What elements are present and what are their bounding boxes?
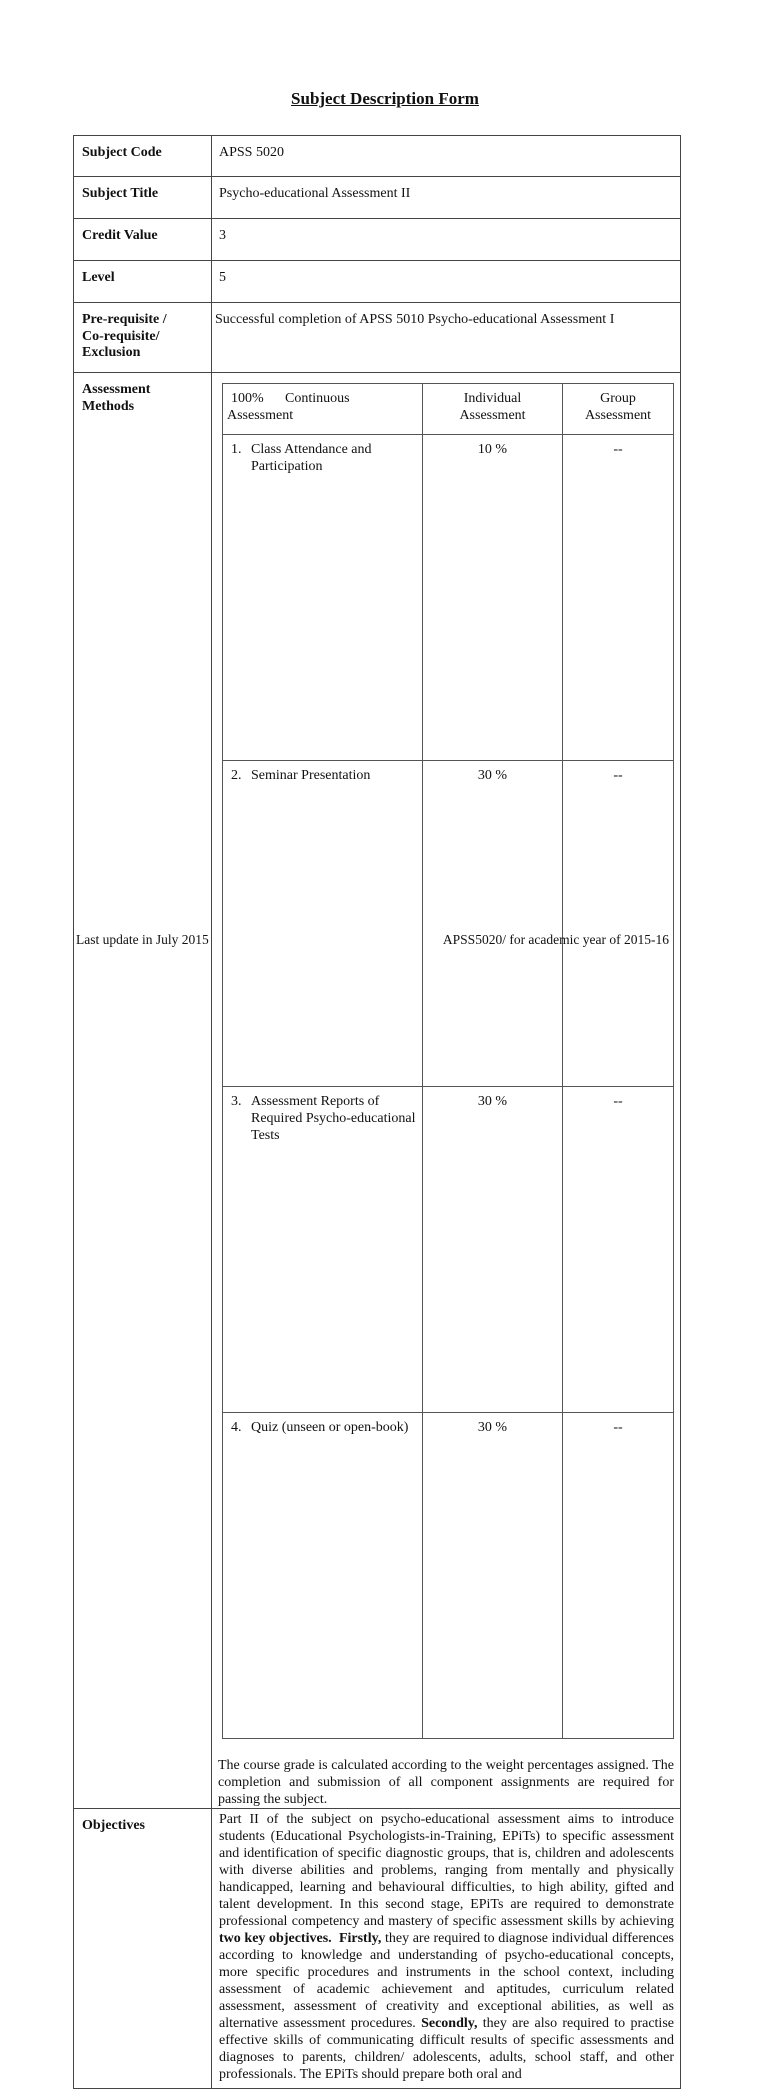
objectives-text-part: Part II of the subject on psycho-educational assessment aims to introduce students (Educational Psychologists-in-Training, EPiTs) to specific assessment and identification of specific diagnostic groups, that is, children and adolescents with diverse abilities and problems, ranging from mentally and physically handicapped, learning and behavioural difficulties, to high ability, gifted and talent development. In this second stage, EPiTs are required to demonstrate professional competency and mastery of specific assessment skills by achieving xyxy=(219,1812,674,1929)
item-individual-weight: 30 % xyxy=(423,1087,563,1413)
item-group-weight: -- xyxy=(563,1413,674,1739)
item-line: Required Psycho-educational xyxy=(251,1111,416,1126)
item-number: 4. xyxy=(231,1420,242,1435)
item-individual-weight: 30 % xyxy=(423,761,563,1087)
objectives-bold: two key objectives. xyxy=(219,1931,332,1946)
assessment-label-line: Methods xyxy=(82,398,135,414)
objectives-label: Objectives xyxy=(74,1809,212,2089)
header-line: Group xyxy=(600,391,636,406)
item-individual-weight: 10 % xyxy=(423,435,563,761)
assessment-item xyxy=(223,435,423,761)
item-line: Class Attendance and xyxy=(251,442,372,457)
objectives-text-part: they are required to diagnose individual differences according to knowledge and understanding of psycho-educational concepts, more specific procedures and instruments in the school context, including assessment of academic achievement and aptitudes, curriculum related assessment, assessment of creativity and exceptional abilities, as well as alternative assessment procedures. xyxy=(219,1931,674,2031)
row-level xyxy=(74,261,681,303)
assessment-header-continuous xyxy=(223,384,423,435)
subject-code-value: APSS 5020 xyxy=(212,136,681,177)
table-row xyxy=(223,435,674,761)
assessment-item xyxy=(223,1413,423,1739)
table-row xyxy=(223,1087,674,1413)
item-line: Participation xyxy=(251,459,323,474)
item-number: 1. xyxy=(231,442,242,457)
item-number: 3. xyxy=(231,1094,242,1109)
item-group-weight: -- xyxy=(563,761,674,1087)
assessment-methods-label xyxy=(74,373,212,1809)
item-line: Quiz (unseen or open-book) xyxy=(251,1420,409,1435)
level-label: Level xyxy=(74,261,212,303)
level-value: 5 xyxy=(212,261,681,303)
item-line: Seminar Presentation xyxy=(251,768,371,783)
objectives-text-part: they are also required to practise effective skills of communicating difficult results of specific assessments and diagnoses to parents, children/ adolescents, adults, school staff, and other professionals. The EPiTs should prepare both oral and xyxy=(219,2016,674,2082)
objectives-bold: Secondly, xyxy=(421,2016,478,2031)
subject-title-value: Psycho-educational Assessment II xyxy=(212,177,681,219)
row-objectives xyxy=(74,1809,681,2089)
header-line: Assessment xyxy=(459,408,526,423)
page-title: Subject Description Form xyxy=(291,89,479,108)
assessment-methods-content xyxy=(212,373,681,1809)
item-line: Assessment Reports of xyxy=(251,1094,380,1109)
assessment-header-group xyxy=(563,384,674,435)
item-group-weight: -- xyxy=(563,435,674,761)
header-line: Individual xyxy=(463,391,522,406)
row-subject-title xyxy=(74,177,681,219)
header-line: Assessment xyxy=(584,408,652,423)
assessment-table xyxy=(222,383,674,1739)
assessment-header-individual xyxy=(423,384,563,435)
objectives-content xyxy=(212,1809,681,2089)
item-line: Tests xyxy=(251,1128,280,1143)
subject-code-label: Subject Code xyxy=(74,136,212,177)
assessment-item xyxy=(223,1087,423,1413)
assessment-header-continuous-label: Continuous Assessment xyxy=(227,391,350,423)
prerequisite-label-line: Pre-requisite / xyxy=(82,312,167,327)
prerequisite-label-line: Exclusion xyxy=(82,345,141,360)
subject-title-label: Subject Title xyxy=(74,177,212,219)
credit-value-value: 3 xyxy=(212,219,681,261)
item-individual-weight: 30 % xyxy=(423,1413,563,1739)
subject-form-table xyxy=(73,135,681,2089)
objectives-text xyxy=(212,1809,680,2082)
item-group-weight: -- xyxy=(563,1087,674,1413)
table-row xyxy=(223,1413,674,1739)
assessment-header-percent: 100% xyxy=(231,391,264,406)
row-credit-value xyxy=(74,219,681,261)
prerequisite-label-line: Co-requisite/ xyxy=(82,328,160,344)
objectives-bold: Firstly, xyxy=(338,1931,382,1946)
table-row xyxy=(223,761,674,1087)
item-number: 2. xyxy=(231,768,242,783)
row-subject-code xyxy=(74,136,681,177)
assessment-header-row xyxy=(223,384,674,435)
assessment-note: The course grade is calculated according to the weight percentages assigned. The completion and submission of all component assignments are required for passing the subject. xyxy=(218,1758,674,1807)
credit-value-label: Credit Value xyxy=(74,219,212,261)
row-assessment-methods xyxy=(74,373,681,1809)
footer-academic-year: APSS5020/ for academic year of 2015-16 xyxy=(442,932,669,947)
footer-last-update: Last update in July 2015 xyxy=(76,932,209,947)
row-prerequisite xyxy=(74,303,681,373)
assessment-item xyxy=(223,761,423,1087)
assessment-label-line: Assessment xyxy=(82,382,151,397)
prerequisite-value: Successful completion of APSS 5010 Psycho-educational Assessment I xyxy=(212,303,681,373)
prerequisite-label xyxy=(74,303,212,373)
